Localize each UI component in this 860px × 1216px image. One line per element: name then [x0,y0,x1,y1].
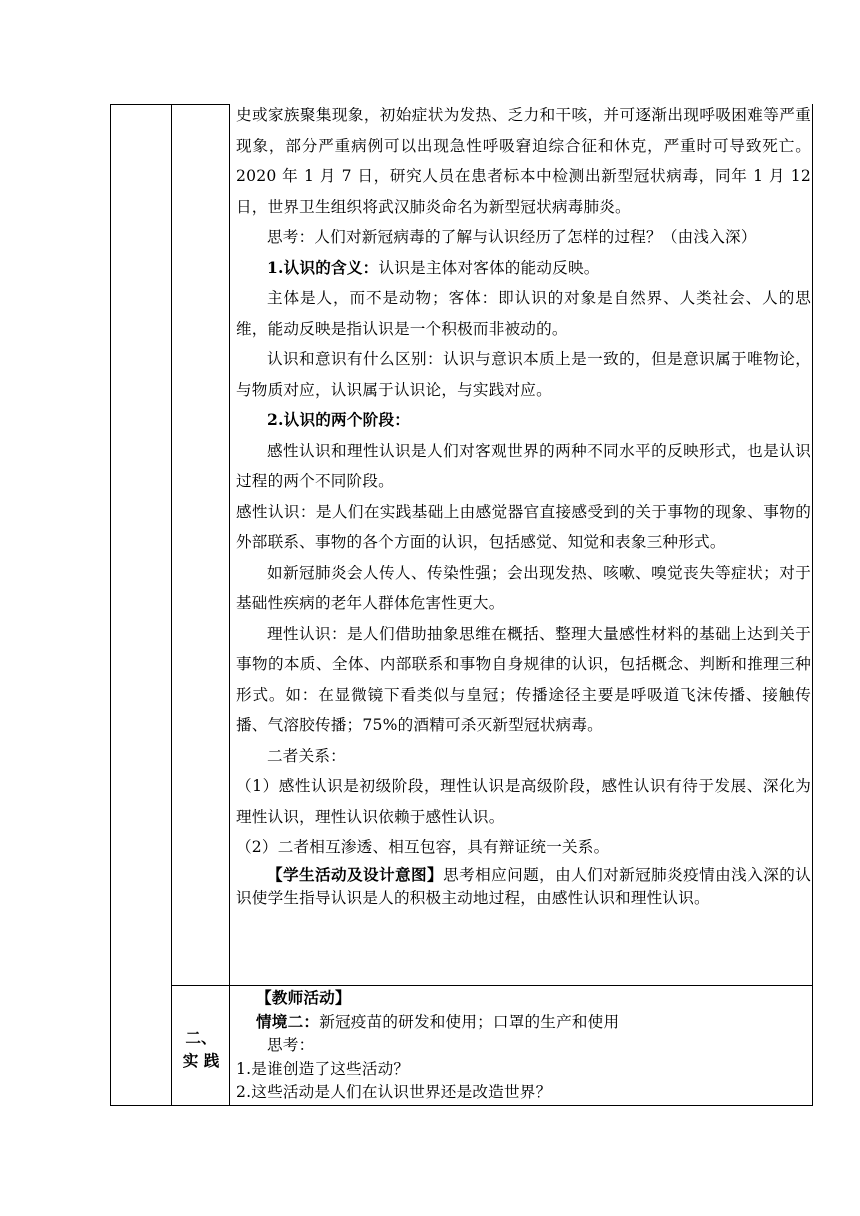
paragraph-difference: 认识和意识有什么区别：认识与意识本质上是一致的，但是意识属于唯物论，与物质对应，认识属于认识论，与实践对应。 [236,350,811,399]
heading-two-stages: 2.认识的两个阶段： [267,410,411,429]
paragraph-rational: 理性认识：是人们借助抽象思维在概括、整理大量感性材料的基础上达到关于事物的本质、全体、内部联系和事物自身规律的认识，包括概念、判断和推理三种形式。如：在显微镜下看类似与皇冠；传播途径主要是呼吸道飞沫传播、接触传播、气溶胶传播；75%的酒精可杀灭新型冠状病毒。 [236,624,811,734]
definition-text: 认识是主体对客体的能动反映。 [378,258,600,277]
scenario-label: 情境二： [256,1011,320,1031]
paragraph-perceptual: 感性认识：是人们在实践基础上由感觉器官直接感受到的关于事物的现象、事物的外部联系、事物的各个方面的认识，包括感觉、知觉和表象三种形式。 [236,502,811,551]
practice-content [236,986,811,1105]
paragraph-relation-2: （2）二者相互渗透、相互包容，具有辩证统一关系。 [236,838,610,856]
lesson-content [236,100,811,910]
think-label: 思考： [267,1036,315,1054]
question-1: 1.是谁创造了这些活动？ [236,1059,410,1078]
heading-definition: 1.认识的含义： [267,257,379,277]
column-divider-1 [171,104,172,1106]
paragraph-relation-1: （1）感性认识是初级阶段，理性认识是高级阶段，感性认识有待于发展、深化为理性认识，理性认识依赖于感性认识。 [236,777,811,826]
paragraph-definition [236,253,811,284]
paragraph-question: 思考：人们对新冠病毒的了解与认识经历了怎样的过程？（由浅入深） [267,228,757,246]
scenario-line [236,1010,811,1035]
student-activity-label: 【学生活动及设计意图】 [267,864,444,884]
scenario-text: 新冠疫苗的研发和使用；口罩的生产和使用 [319,1012,620,1031]
column-divider-2 [229,104,230,1106]
question-2: 2.这些活动是人们在认识世界还是改造世界？ [236,1083,552,1101]
section-title: 实 践 [182,1051,220,1070]
teacher-activity-heading: 【教师活动】 [256,988,351,1007]
paragraph-student-activity [236,863,811,910]
paragraph-two-stages: 感性认识和理性认识是人们对客观世界的两种不同水平的反映形式，也是认识过程的两个不同阶段。 [236,441,811,490]
section-number: 二、 [185,1028,217,1047]
table-top-rule [110,104,229,105]
paragraph-relation-heading: 二者关系： [267,746,346,765]
student-activity-text: 思考相应问题，由人们对新冠肺炎疫情由浅入深的认识使学生指导认识是人的积极主动地过程，由感性认识和理性认识。 [236,865,812,907]
paragraph-example-perceptual: 如新冠肺炎会人传人、传染性强；会出现发热、咳嗽、嗅觉丧失等症状；对于基础性疾病的老年人群体危害性更大。 [236,563,811,612]
paragraph-background: 史或家族聚集现象，初始症状为发热、乏力和干咳，并可逐渐出现呼吸困难等严重现象，部分严重病例可以出现急性呼吸窘迫综合征和休克，严重时可导致死亡。2020 年 1 月 7 日，研究人员在患者标本中检测出新型冠状病毒，同年 1 月 12 日，世界卫生组织将武汉肺炎命名为新型冠状病毒肺炎。 [236,106,811,216]
section-label-practice [173,1026,229,1072]
paragraph-subject-object: 主体是人，而不是动物；客体：即认识的对象是自然界、人类社会、人的思维，能动反映是指认识是一个积极而非被动的。 [236,289,811,338]
